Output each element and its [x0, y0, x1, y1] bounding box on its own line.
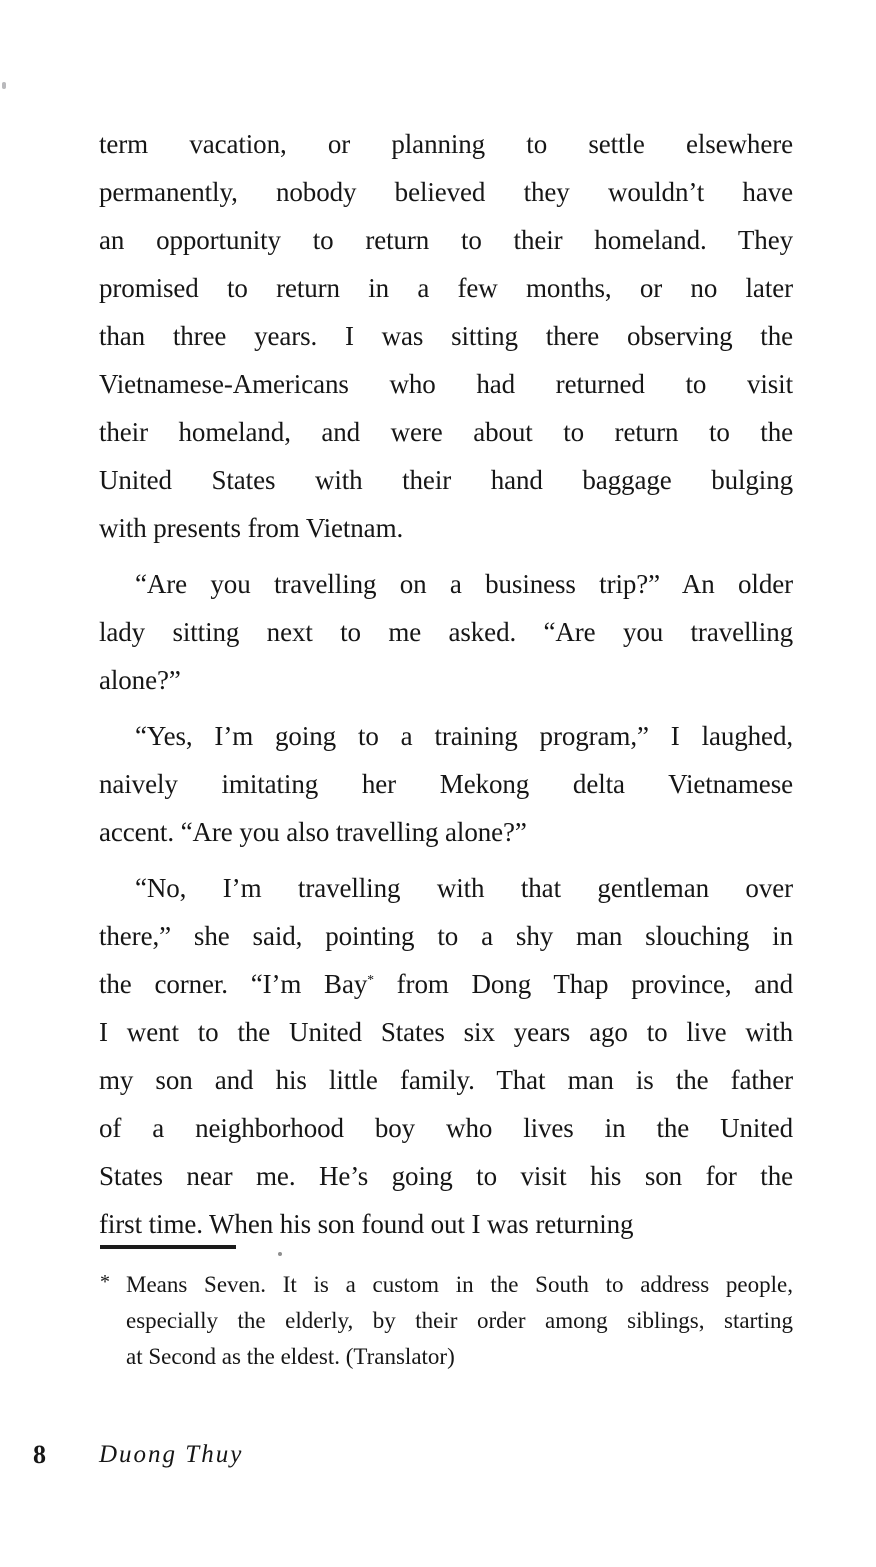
text-line: naively imitating her Mekong delta Vietnamese — [99, 769, 793, 799]
text-line: promised to return in a few months, or no later — [99, 273, 793, 303]
text-line: Means Seven. It is a custom in the South to address people, — [126, 1272, 793, 1297]
text-line: there,” she said, pointing to a shy man slouching in — [99, 921, 793, 951]
footnote-marker: * — [100, 1271, 110, 1293]
page-number: 8 — [33, 1440, 46, 1469]
text-line: at Second as the eldest. (Translator) — [126, 1344, 455, 1369]
paragraph — [99, 120, 793, 552]
text-line: I went to the United States six years ago to live with — [99, 1017, 793, 1047]
text-line: “Yes, I’m going to a training program,” I laughed, — [135, 721, 793, 751]
text-line: States near me. He’s going to visit his son for the — [99, 1161, 793, 1191]
text-line: “No, I’m travelling with that gentleman over — [135, 873, 793, 903]
text-line: with presents from Vietnam. — [99, 513, 404, 543]
text-line: than three years. I was sitting there observing the — [99, 321, 793, 351]
running-footer-author: Duong Thuy — [99, 1441, 244, 1468]
running-footer-row — [0, 1440, 876, 1474]
footnote-text — [126, 1267, 793, 1375]
text-line: their homeland, and were about to return to the — [99, 417, 793, 447]
text-line: my son and his little family. That man is the father — [99, 1065, 793, 1095]
paragraph — [99, 712, 793, 856]
paragraph — [99, 864, 793, 1248]
text-line: an opportunity to return to their homeland. They — [99, 225, 793, 255]
text-line: United States with their hand baggage bulging — [99, 465, 793, 495]
text-line: permanently, nobody believed they wouldn’t have — [99, 177, 793, 207]
footnote — [99, 1267, 793, 1375]
text-line: term vacation, or planning to settle elsewhere — [99, 129, 793, 159]
scan-speck-artifact — [2, 82, 6, 89]
text-line: first time. When his son found out I was returning — [99, 1209, 634, 1239]
footnote-reference-marker: * — [367, 972, 374, 987]
text-line: alone?” — [99, 665, 181, 695]
footnote-divider — [100, 1245, 236, 1249]
text-line: especially the elderly, by their order among siblings, starting — [126, 1308, 793, 1333]
text-line: of a neighborhood boy who lives in the United — [99, 1113, 793, 1143]
text-line: the corner. “I’m Bay* from Dong Thap province, and — [99, 969, 793, 999]
scan-dot-artifact — [278, 1252, 282, 1256]
body-text — [99, 120, 793, 1248]
text-line: “Are you travelling on a business trip?” An older — [135, 569, 793, 599]
text-line: Vietnamese-Americans who had returned to visit — [99, 369, 793, 399]
text-line: lady sitting next to me asked. “Are you travelling — [99, 617, 793, 647]
text-line: accent. “Are you also travelling alone?” — [99, 817, 527, 847]
paragraph — [99, 560, 793, 704]
